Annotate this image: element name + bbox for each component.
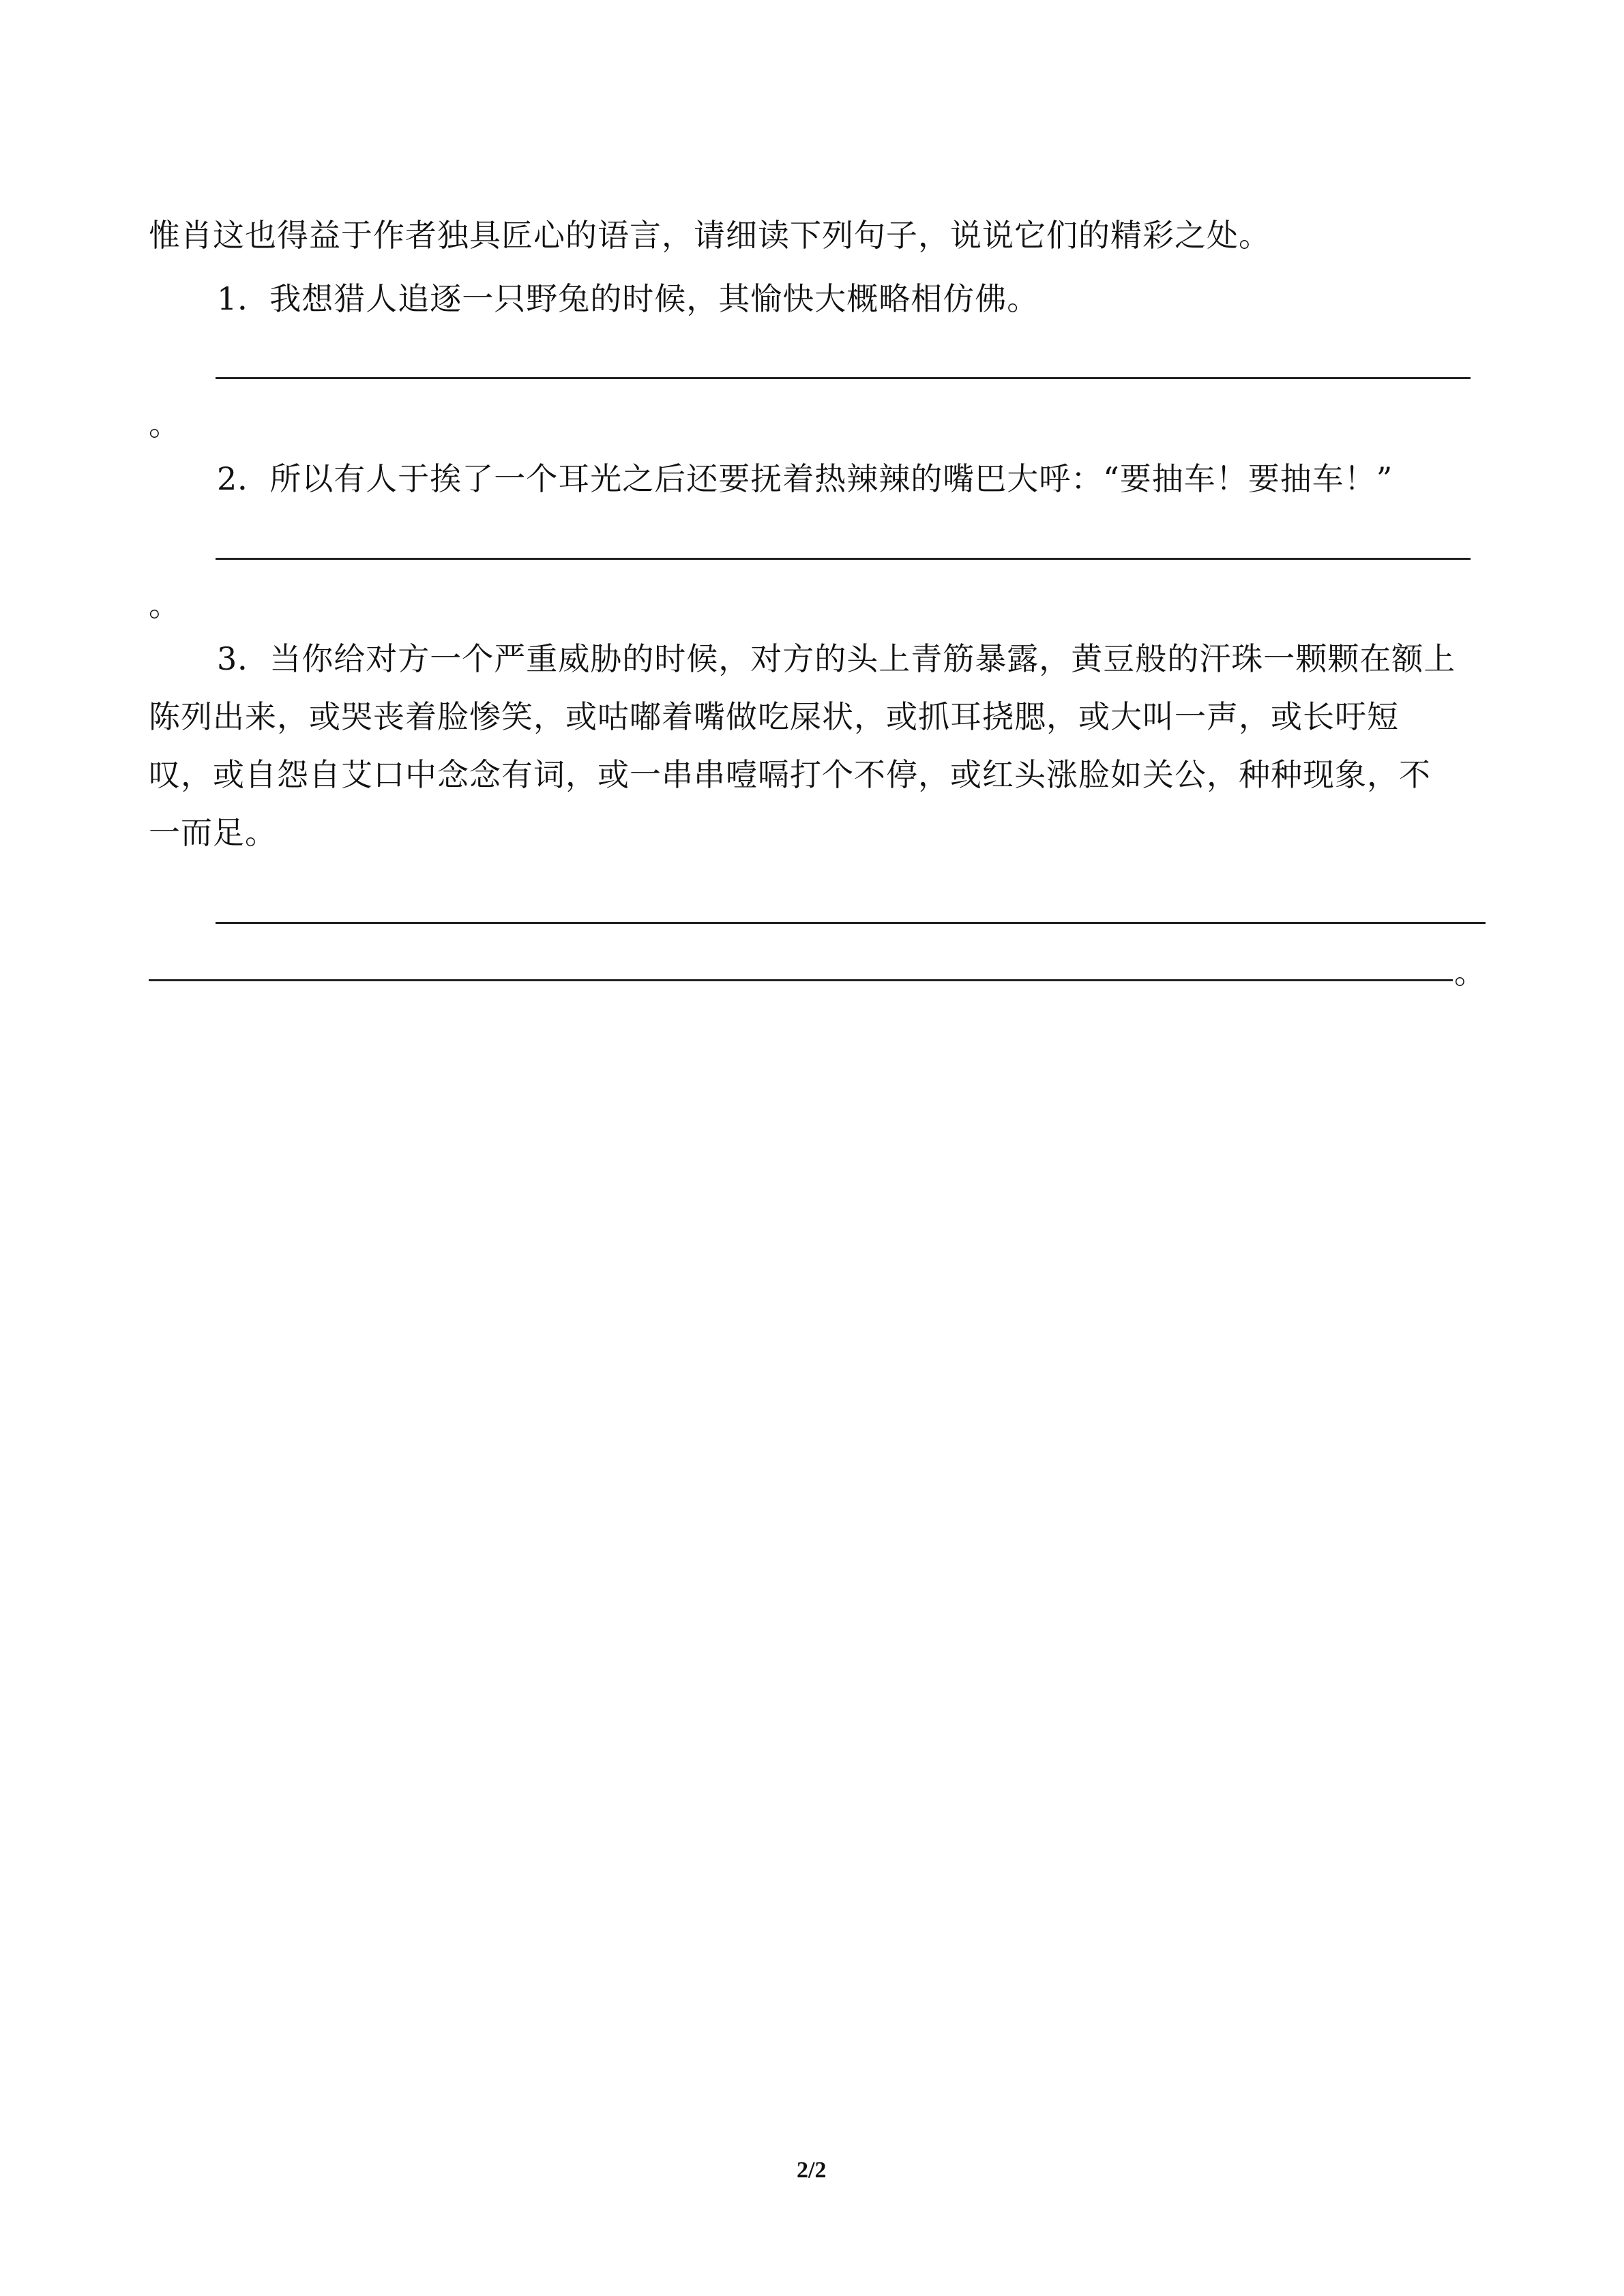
- question-2-text: 2．所以有人于挨了一个耳光之后还要抚着热辣辣的嘴巴大呼：“要抽车！要抽车！”: [217, 460, 1393, 497]
- question-3-answer-line-1[interactable]: [216, 922, 1486, 924]
- question-3-text-line-3: 叹，或自怨自艾口中念念有词，或一串串噎嗝打个不停，或红头涨脸如关公，种种现象，不: [149, 756, 1431, 793]
- page-number: 2/2: [797, 2158, 827, 2183]
- question-3-text-line-2: 陈列出来，或哭丧着脸惨笑，或咕嘟着嘴做吃屎状，或抓耳挠腮，或大叫一声，或长吁短: [149, 698, 1399, 735]
- question-1-answer-end: 。: [149, 406, 180, 443]
- question-3-answer-line-2[interactable]: [149, 979, 1453, 981]
- question-1-answer-line[interactable]: [216, 377, 1471, 379]
- intro-line: 惟肖这也得益于作者独具匠心的语言，请细读下列句子，说说它们的精彩之处。: [149, 217, 1271, 254]
- question-3-text-line-4: 一而足。: [149, 814, 277, 851]
- question-3-answer-end: 。: [1454, 954, 1486, 991]
- question-1-text: 1．我想猎人追逐一只野兔的时候，其愉快大概略相仿佛。: [217, 280, 1039, 317]
- question-3-text-line-1: 3．当你给对方一个严重威胁的时候，对方的头上青筋暴露，黄豆般的汗珠一颗颗在额上: [217, 640, 1456, 677]
- question-2-answer-line[interactable]: [216, 558, 1471, 560]
- question-2-answer-end: 。: [149, 586, 180, 623]
